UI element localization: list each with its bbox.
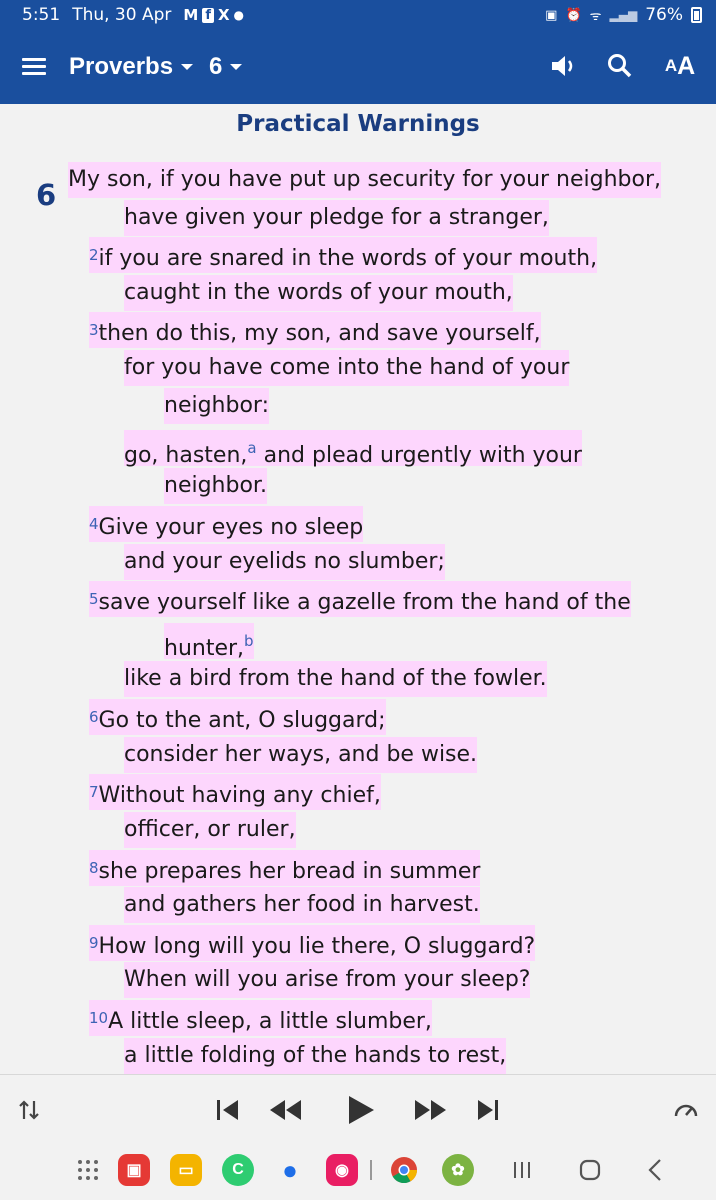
status-bar <box>0 0 716 30</box>
verse-text: then do this, my son, and save yourself, <box>98 321 541 346</box>
divider <box>370 1160 372 1180</box>
verse-number: 8 <box>89 859 99 877</box>
verse-line[interactable] <box>164 388 269 424</box>
verse-text: like a bird from the hand of the fowler. <box>124 666 547 691</box>
verse-line[interactable] <box>89 699 386 735</box>
book-selector[interactable] <box>69 53 193 81</box>
status-time: 5:51 <box>22 5 61 25</box>
verse-line[interactable] <box>89 925 535 961</box>
verse-line[interactable] <box>89 1000 432 1036</box>
verse-line[interactable] <box>68 162 661 198</box>
verse-text: she prepares her bread in summer <box>98 859 481 884</box>
chapter-selector[interactable] <box>209 53 242 81</box>
dot-icon: ● <box>233 8 245 22</box>
footnote-marker[interactable]: b <box>244 632 254 650</box>
chat-app-icon[interactable]: C <box>222 1154 254 1186</box>
verse-text: and plead urgently with your <box>256 443 582 468</box>
verse-line[interactable] <box>164 623 254 659</box>
battery-level: 76% <box>645 5 683 25</box>
font-size-button[interactable] <box>664 50 696 82</box>
verse-text: How long will you lie there, O sluggard? <box>98 934 536 959</box>
flipboard-app-icon[interactable]: ▣ <box>118 1154 150 1186</box>
signal-icon: ▂▄▆ <box>609 8 638 22</box>
back-button[interactable] <box>640 1154 672 1186</box>
recents-button[interactable] <box>506 1154 538 1186</box>
home-icon <box>574 1154 606 1186</box>
chevron-down-icon <box>230 64 242 70</box>
repeat-icon <box>16 1097 42 1123</box>
verse-text: hunter, <box>164 636 245 661</box>
app-bar <box>0 30 716 104</box>
verse-text: and your eyelids no slumber; <box>124 549 445 574</box>
verse-text: go, hasten, <box>124 443 248 468</box>
audio-player-bar <box>0 1074 716 1142</box>
verse-line[interactable] <box>89 237 597 273</box>
screen-recorder-app-icon[interactable]: ◉ <box>326 1154 358 1186</box>
back-icon <box>640 1154 672 1186</box>
verse-line[interactable] <box>89 581 631 617</box>
speed-icon <box>672 1096 700 1124</box>
system-nav-bar <box>0 1142 716 1200</box>
footnote-marker[interactable]: a <box>247 439 257 457</box>
repeat-button[interactable] <box>16 1095 42 1125</box>
alarm-icon: ⏰ <box>565 7 582 23</box>
play-button[interactable] <box>346 1095 376 1125</box>
verse-number: 2 <box>89 246 99 264</box>
verse-text: have given your pledge for a stranger, <box>124 205 549 230</box>
verse-number: 10 <box>89 1009 109 1027</box>
rewind-button[interactable] <box>268 1095 304 1125</box>
game-app-icon[interactable]: ✿ <box>442 1154 474 1186</box>
verse-line[interactable] <box>124 544 445 580</box>
verse-line[interactable] <box>89 850 480 886</box>
verse-line[interactable] <box>124 737 477 773</box>
reading-pane[interactable] <box>0 104 716 1074</box>
verse-line[interactable] <box>89 506 363 542</box>
battery-icon <box>691 7 702 23</box>
menu-icon[interactable] <box>22 58 46 76</box>
play-icon <box>346 1094 376 1126</box>
verse-number: 3 <box>89 321 99 339</box>
verse-text: consider her ways, and be wise. <box>124 742 478 767</box>
verse-line[interactable] <box>124 275 513 311</box>
verse-text: Without having any chief, <box>98 783 381 808</box>
verse-text: neighbor: <box>164 393 269 418</box>
chrome-app-icon[interactable] <box>388 1154 420 1186</box>
skip-next-button[interactable] <box>474 1095 502 1125</box>
verse-text: A little sleep, a little slumber, <box>108 1009 432 1034</box>
x-icon: X <box>217 6 230 24</box>
verse-text: if you are snared in the words of your mouth, <box>98 246 598 271</box>
font-small-label: A <box>664 56 678 75</box>
section-heading: Practical Warnings <box>236 111 480 137</box>
verse-text: Go to the ant, O sluggard; <box>98 708 386 733</box>
verse-text: Give your eyes no sleep <box>98 515 364 540</box>
skip-next-icon <box>474 1097 502 1123</box>
wifi-icon: ᯤ <box>589 9 602 24</box>
app-drawer-icon[interactable] <box>72 1154 104 1186</box>
chevron-down-icon <box>181 64 193 70</box>
book-label: Proverbs <box>69 53 174 80</box>
verse-number: 9 <box>89 934 99 952</box>
verse-line[interactable] <box>124 1038 506 1074</box>
rewind-icon <box>268 1097 304 1123</box>
verse-text: a little folding of the hands to rest, <box>124 1043 507 1068</box>
notes-app-icon[interactable]: ▭ <box>170 1154 202 1186</box>
search-icon <box>607 53 633 79</box>
speaker-icon <box>550 53 578 79</box>
verse-line[interactable] <box>164 468 267 504</box>
playback-speed-button[interactable] <box>672 1095 700 1125</box>
verse-number: 5 <box>89 590 99 608</box>
notification-icons <box>183 6 244 24</box>
chapter-label: 6 <box>209 53 223 80</box>
verse-number: 4 <box>89 515 99 533</box>
verse-line[interactable] <box>124 200 549 236</box>
verse-line[interactable] <box>124 962 530 998</box>
lock-icon: ▣ <box>545 7 558 23</box>
verse-line[interactable] <box>89 774 381 810</box>
recents-icon <box>506 1154 538 1186</box>
verse-text: officer, or ruler, <box>124 817 296 842</box>
verse-number: 6 <box>89 708 99 726</box>
home-button[interactable] <box>574 1154 606 1186</box>
skip-previous-button[interactable] <box>214 1095 242 1125</box>
verse-text: save yourself like a gazelle from the hand of the <box>98 590 631 615</box>
verse-text: caught in the words of your mouth, <box>124 280 513 305</box>
verse-line[interactable] <box>89 312 541 348</box>
verse-line[interactable] <box>124 430 582 466</box>
audio-button[interactable] <box>548 50 580 82</box>
font-big-label: A <box>677 51 696 80</box>
fast-forward-icon <box>412 1097 448 1123</box>
verse-line[interactable] <box>124 887 480 923</box>
verse-text: for you have come into the hand of your <box>124 355 570 380</box>
verse-text: When will you arise from your sleep? <box>124 967 531 992</box>
verse-line[interactable] <box>124 812 296 848</box>
verse-text: and gathers her food in harvest. <box>124 892 480 917</box>
messages-app-icon[interactable]: ● <box>282 1154 298 1185</box>
fast-forward-button[interactable] <box>412 1095 448 1125</box>
verse-text: neighbor. <box>164 473 267 498</box>
verse-line[interactable] <box>124 661 547 697</box>
verse-number: 7 <box>89 783 99 801</box>
search-button[interactable] <box>604 50 636 82</box>
mail-icon: M <box>183 6 199 24</box>
chapter-number: 6 <box>36 178 57 212</box>
verse-line[interactable] <box>124 350 569 386</box>
verse-text: My son, if you have put up security for your neighbor, <box>68 167 662 192</box>
status-date: Thu, 30 Apr <box>72 5 172 25</box>
skip-previous-icon <box>214 1097 242 1123</box>
facebook-icon: f <box>202 8 214 23</box>
